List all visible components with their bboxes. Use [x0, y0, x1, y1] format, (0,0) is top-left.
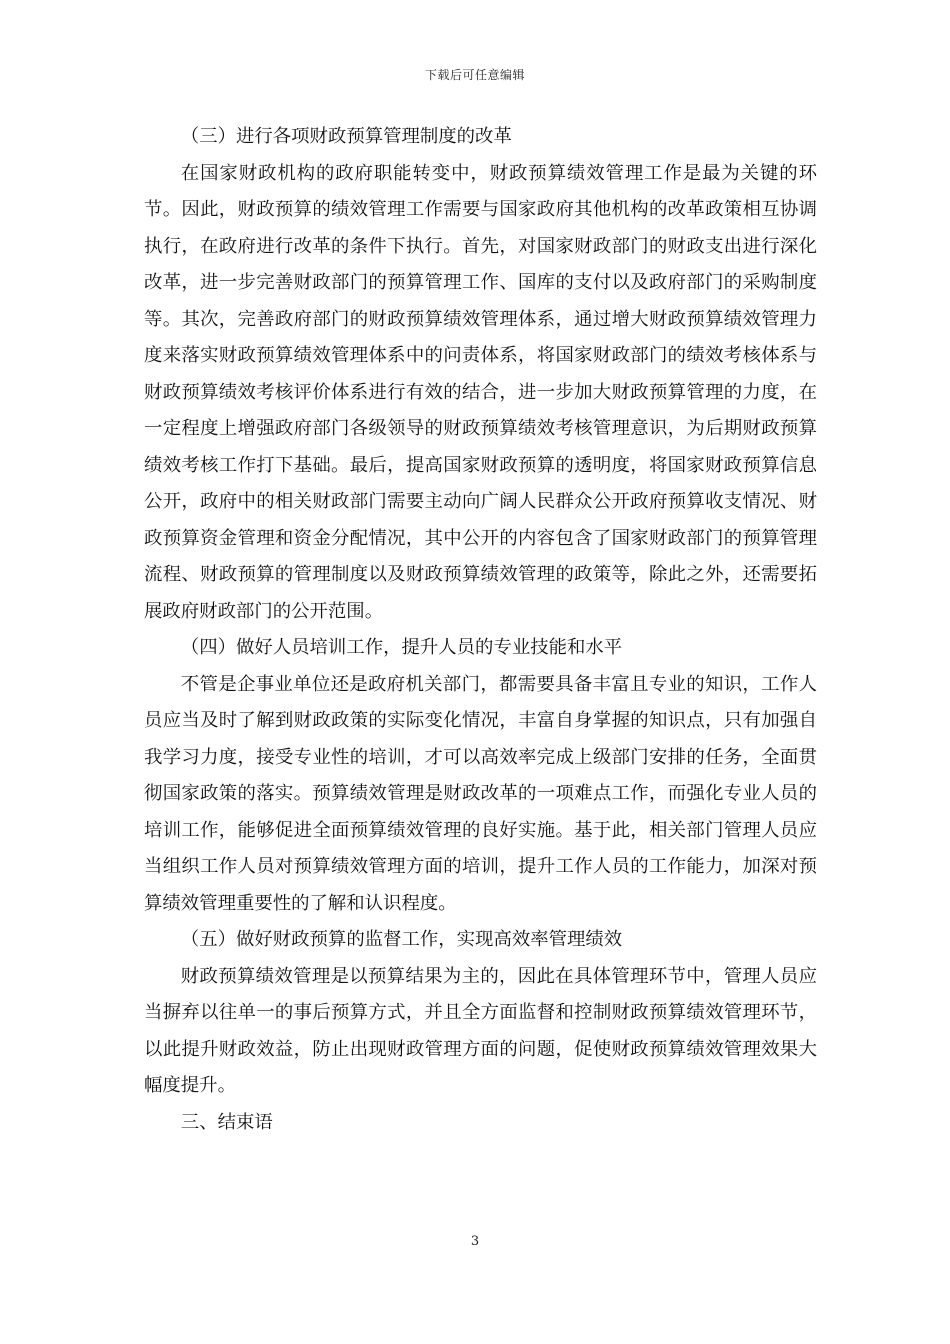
- section-heading: （三）进行各项财政预算管理制度的改革: [180, 126, 512, 147]
- page-number: 3: [470, 1234, 480, 1249]
- header-note: 下载后可任意编辑: [424, 68, 525, 82]
- document-body: [144, 119, 817, 1141]
- closing-heading: 三、结束语: [180, 1111, 273, 1133]
- section-heading: （五）做好财政预算的监督工作，实现高效率管理绩效: [180, 929, 623, 950]
- section-paragraph: 在国家财政机构的政府职能转变中，财政预算绩效管理工作是最为关键的环节。因此，财政预算的绩效管理工作需要与国家政府其他机构的改革政策相互协调执行，在政府进行改革的条件下执行。首先，对国家财政部门的财政支出进行深化改革，进一步完善财政部门的预算管理工作、国库的支付以及政府部门的采购制度等。其次，完善政府部门的财政预算绩效管理体系，通过增大财政预算绩效管理力度来落实财政预算绩效管理体系中的问责体系，将国家财政部门的绩效考核体系与财政预算绩效考核评价体系进行有效的结合，进一步加大财政预算管理的力度，在一定程度上增强政府部门各级领导的财政预算绩效考核管理意识，为后期财政预算绩效考核工作打下基础。最后，提高国家财政预算的透明度，将国家财政预算信息公开，政府中的相关财政部门需要主动向广阔人民群众公开政府预算收支情况、财政预算资金管理和资金分配情况，其中公开的内容包含了国家财政部门的预算管理流程、财政预算的管理制度以及财政预算绩效管理的政策等，除此之外，还需要拓展政府财政部门的公开范围。: [144, 162, 817, 622]
- section-paragraph: 财政预算绩效管理是以预算结果为主的，因此在具体管理环节中，管理人员应当摒弃以往单一的事后预算方式，并且全方面监督和控制财政预算绩效管理环节，以此提升财政效益，防止出现财政管理方面的问题，促使财政预算绩效管理效果大幅度提升。: [144, 965, 817, 1096]
- section-paragraph: 不管是企事业单位还是政府机关部门，都需要具备丰富且专业的知识，工作人员应当及时了解到财政政策的实际变化情况，丰富自身掌握的知识点，只有加强自我学习力度，接受专业性的培训，才可以高效率完成上级部门安排的任务，全面贯彻国家政策的落实。预算绩效管理是财政改革的一项难点工作，而强化专业人员的培训工作，能够促进全面预算绩效管理的良好实施。基于此，相关部门管理人员应当组织工作人员对预算绩效管理方面的培训，提升工作人员的工作能力，加深对预算绩效管理重要性的了解和认识程度。: [144, 673, 817, 914]
- section-heading: （四）做好人员培训工作，提升人员的专业技能和水平: [180, 637, 623, 658]
